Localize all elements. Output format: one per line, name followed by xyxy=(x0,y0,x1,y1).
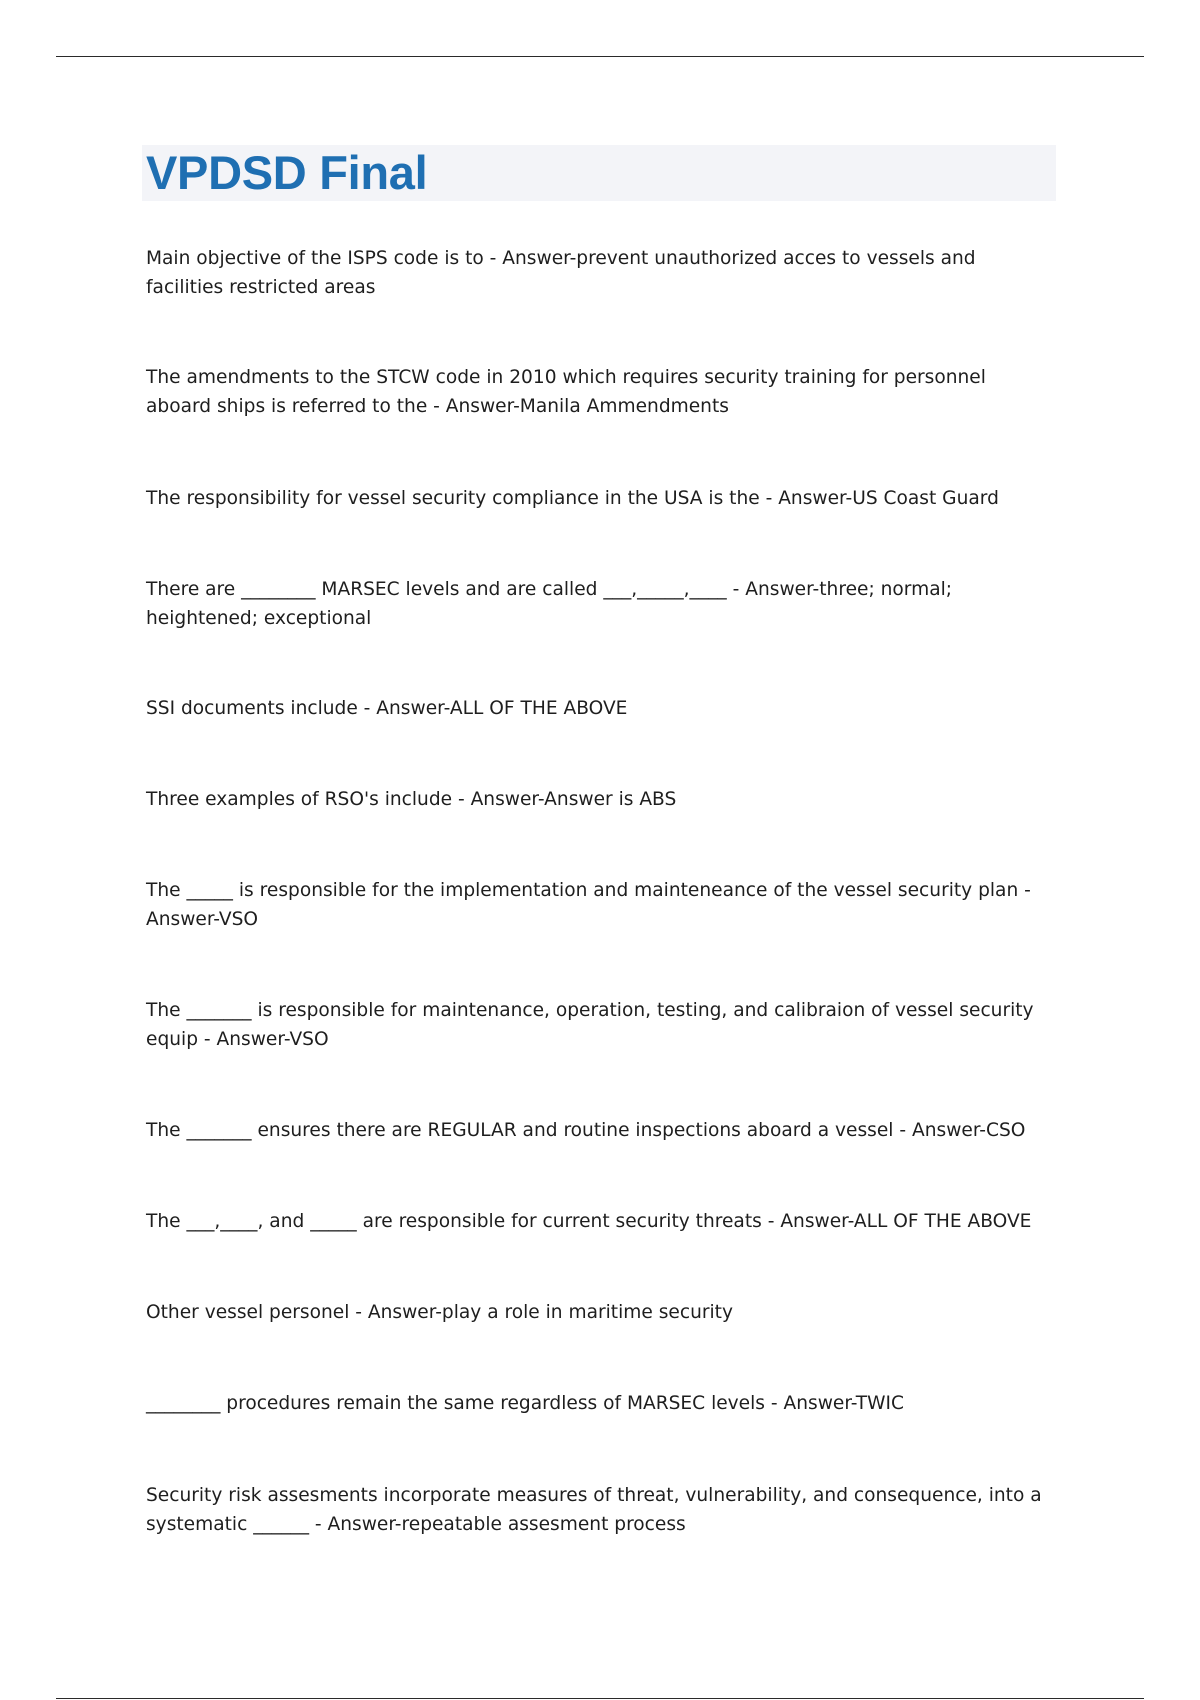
bottom-divider xyxy=(56,1698,1144,1699)
qa-item-5: SSI documents include - Answer-ALL OF THE ABOVE xyxy=(146,698,628,719)
qa-item-4: There are ________ MARSEC levels and are called ___,_____,____ - Answer-three; normal; heightened; exceptional xyxy=(146,579,953,629)
qa-item-9: The _______ ensures there are REGULAR and routine inspections aboard a vessel - Answer-CSO xyxy=(146,1120,1026,1141)
qa-item-12: ________ procedures remain the same regardless of MARSEC levels - Answer-TWIC xyxy=(146,1393,905,1414)
qa-item-7: The _____ is responsible for the implementation and mainteneance of the vessel security plan - Answer-VSO xyxy=(146,880,1031,930)
qa-item-13: Security risk assesments incorporate measures of threat, vulnerability, and consequence, into a systematic ______ - Answer-repeatable assesment process xyxy=(146,1485,1042,1535)
qa-item-2: The amendments to the STCW code in 2010 which requires security training for personnel aboard ships is referred to the - Answer-Manila Ammendments xyxy=(146,367,986,417)
qa-item-1: Main objective of the ISPS code is to - Answer-prevent unauthorized acces to vessels and facilities restricted areas xyxy=(146,248,976,298)
qa-item-11: Other vessel personel - Answer-play a role in maritime security xyxy=(146,1302,733,1323)
qa-item-8: The _______ is responsible for maintenance, operation, testing, and calibraion of vessel security equip - Answer-VSO xyxy=(146,1000,1034,1050)
document-title: VPDSD Final xyxy=(146,146,428,199)
qa-item-10: The ___,____, and _____ are responsible for current security threats - Answer-ALL OF THE ABOVE xyxy=(146,1211,1032,1232)
qa-item-6: Three examples of RSO's include - Answer-Answer is ABS xyxy=(146,789,677,810)
top-divider xyxy=(56,56,1144,57)
qa-item-3: The responsibility for vessel security compliance in the USA is the - Answer-US Coast Guard xyxy=(146,488,999,509)
